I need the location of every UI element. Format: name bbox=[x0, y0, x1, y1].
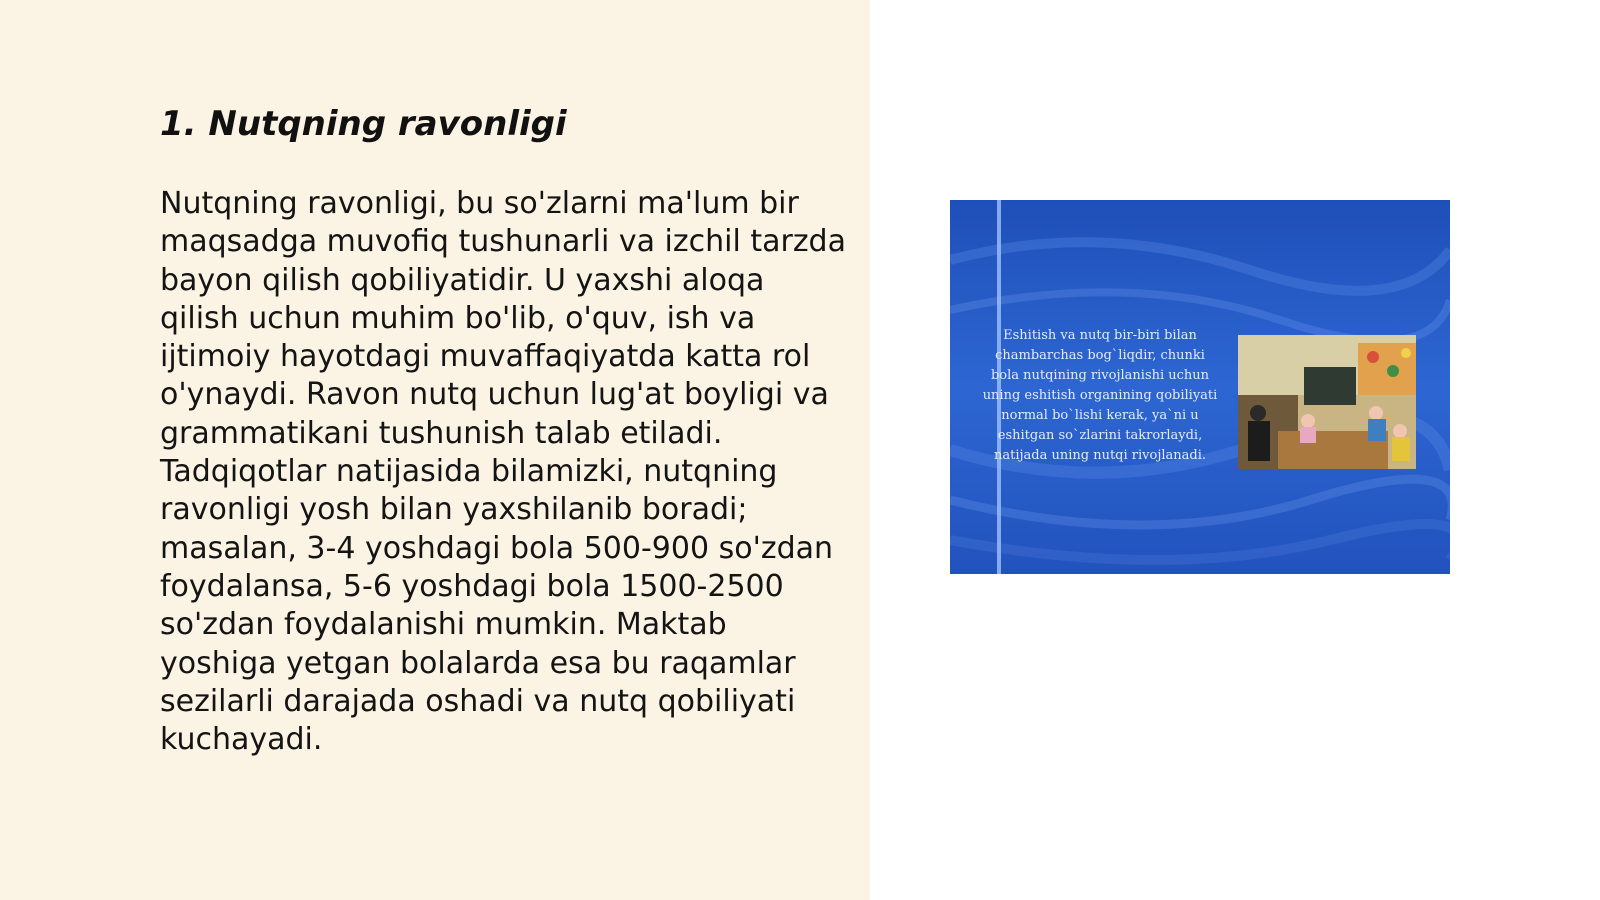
slide-caption: Eshitish va nutq bir-biri bilan chambarchas bog`liqdir, chunki bola nutqining rivojlanishi uchun uning eshitish organining qobiliyati normal bo`lishi kerak, ya`ni u eshitgan so`zlarini takrorlaydi, natijada uning nutqi rivojlanadi. bbox=[982, 328, 1218, 463]
body-paragraph: Nutqning ravonligi, bu so'zlarni ma'lum bir maqsadga muvofiq tushunarli va izchil tarzda bayon qilish qobiliyatidir. U yaxshi aloqa qilish uchun muhim bo'lib, o'quv, ish va ijtimoiy hayotdagi muvaffaqiyatda katta rol o'ynaydi. Ravon nutq uchun lug'at boyligi va grammatikani tushunish talab etiladi. Tadqiqotlar natijasida bilamizki, nutqning ravonligi yosh bilan yaxshilanib boradi; masalan, 3-4 yoshdagi bola 500-900 so'zdan foydalansa, 5-6 yoshdagi bola 1500-2500 so'zdan foydalanishi mumkin. Maktab yoshiga yetgan bolalarda esa bu raqamlar sezilarli darajada oshadi va nutq qobiliyati kuchayadi. bbox=[160, 186, 846, 758]
slide-image bbox=[950, 200, 1450, 574]
section-heading: 1. Nutqning ravonligi bbox=[160, 104, 567, 144]
classroom-photo bbox=[1238, 335, 1416, 469]
